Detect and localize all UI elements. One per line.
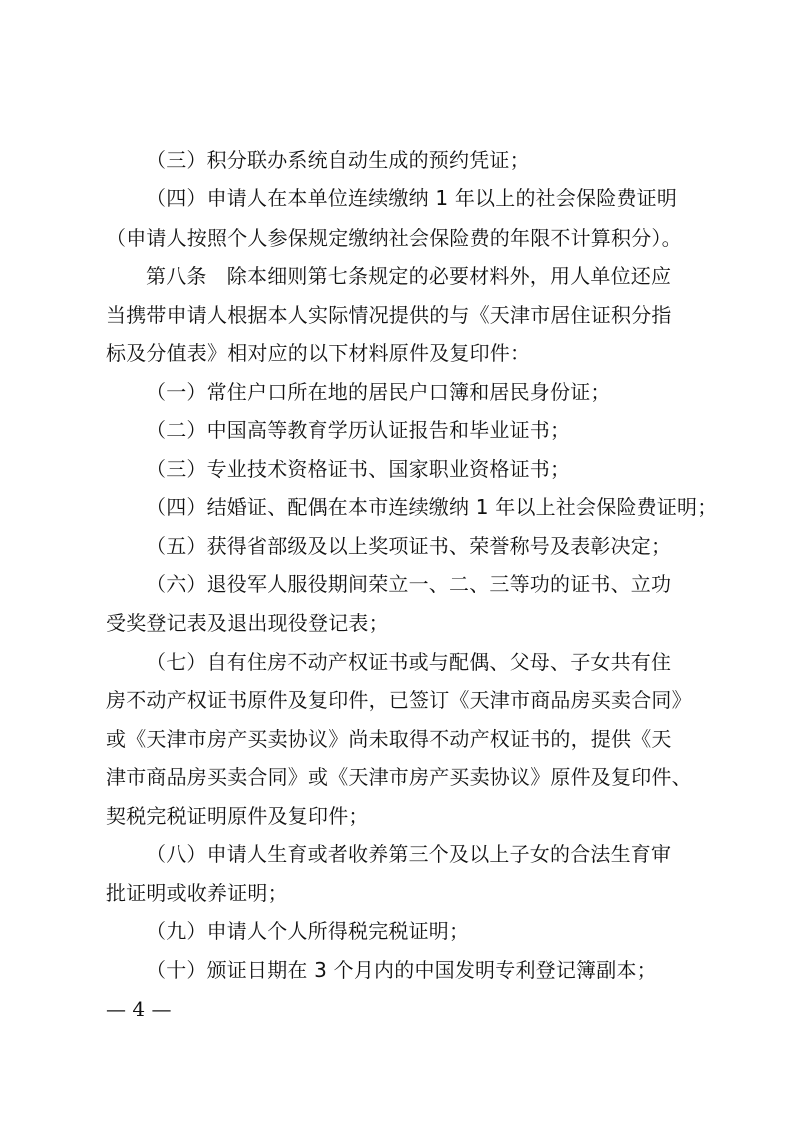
text-line: 第八条 除本细则第七条规定的必要材料外，用人单位还应 — [146, 264, 672, 288]
text-line: （六）退役军人服役期间荣立一、二、三等功的证书、立功 — [146, 572, 672, 596]
text-line: 受奖登记表及退出现役登记表； — [106, 611, 389, 635]
text-line: 标及分值表》相对应的以下材料原件及复印件： — [106, 341, 531, 365]
text-line: 津市商品房买卖合同》或《天津市房产买卖协议》原件及复印件、 — [106, 765, 692, 789]
page-number: — 4 — — [106, 997, 172, 1021]
text-line: （五）获得省部级及以上奖项证书、荣誉称号及表彰决定； — [146, 534, 672, 558]
text-line: 或《天津市房产买卖协议》尚未取得不动产权证书的，提供《天 — [106, 727, 672, 751]
text-line: （一）常住户口所在地的居民户口簿和居民身份证； — [146, 380, 611, 404]
text-line: 批证明或收养证明； — [106, 881, 288, 905]
text-line: （四）申请人在本单位连续缴纳 1 年以上的社会保险费证明 — [146, 186, 678, 210]
text-line: （三）积分联办系统自动生成的预约凭证； — [146, 148, 530, 172]
text-line: （七）自有住房不动产权证书或与配偶、父母、子女共有住 — [146, 650, 672, 674]
text-line: （二）中国高等教育学历认证报告和毕业证书； — [146, 418, 571, 442]
text-line: （三）专业技术资格证书、国家职业资格证书； — [146, 457, 571, 481]
text-line: 当携带申请人根据本人实际情况提供的与《天津市居住证积分指 — [106, 303, 672, 327]
text-line: （九）申请人个人所得税完税证明； — [146, 919, 470, 943]
text-line: （十）颁证日期在 3 个月内的中国发明专利登记簿副本； — [146, 958, 657, 982]
text-line: （四）结婚证、配偶在本市连续缴纳 1 年以上社会保险费证明； — [146, 495, 718, 519]
text-line: 房不动产权证书原件及复印件，已签订《天津市商品房买卖合同》 — [106, 688, 692, 712]
text-line: 契税完税证明原件及复印件； — [106, 804, 369, 828]
text-line: （申请人按照个人参保规定缴纳社会保险费的年限不计算积分）。 — [106, 226, 682, 250]
text-line: （八）申请人生育或者收养第三个及以上子女的合法生育审 — [146, 842, 672, 866]
